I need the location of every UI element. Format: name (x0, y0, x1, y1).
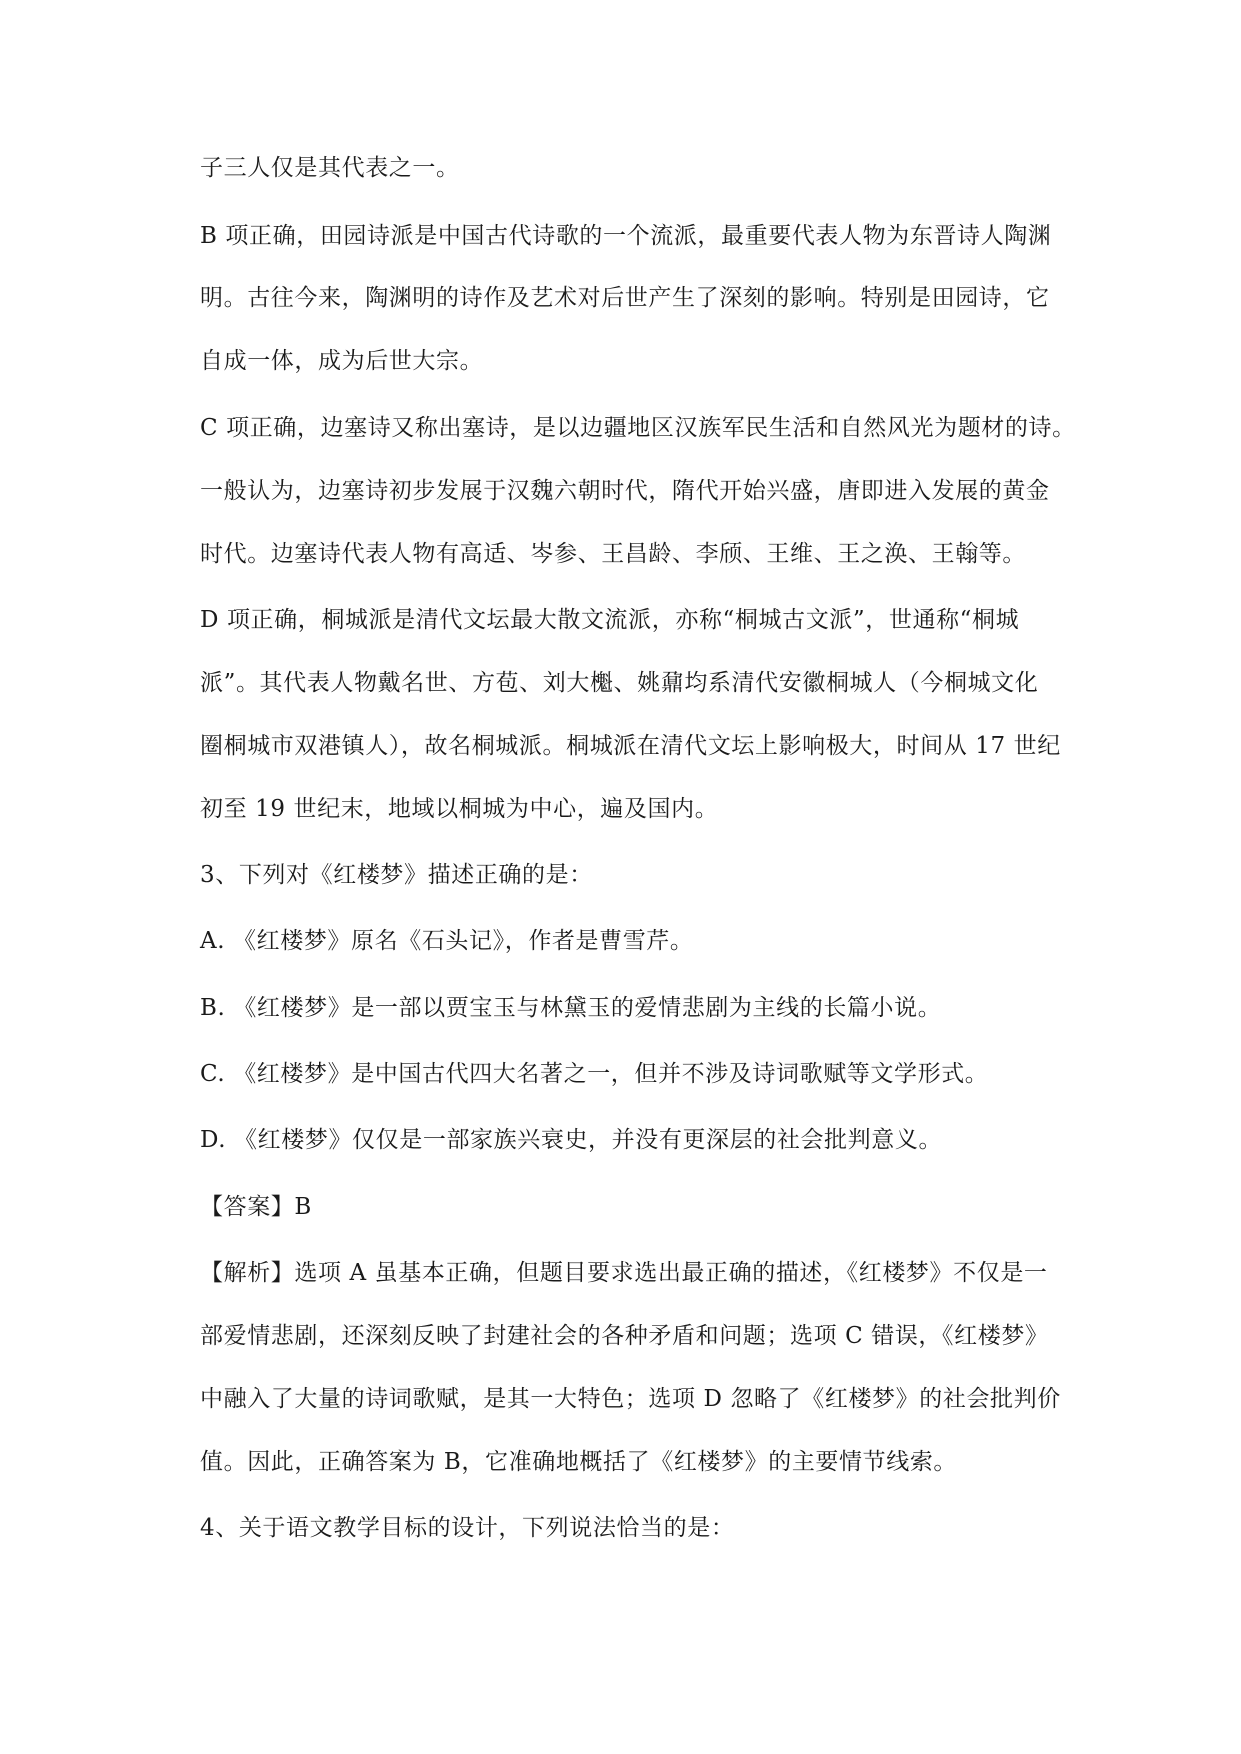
question-3-option-c: C. 《红楼梦》是中国古代四大名著之一，但并不涉及诗词歌赋等文学形式。 (200, 1061, 989, 1087)
text-line: B 项正确，田园诗派是中国古代诗歌的一个流派，最重要代表人物为东晋诗人陶渊 (200, 223, 1052, 249)
question-3-option-d: D. 《红楼梦》仅仅是一部家族兴衰史，并没有更深层的社会批判意义。 (200, 1127, 943, 1153)
text-line: 派”。其代表人物戴名世、方苞、刘大櫆、姚鼐均系清代安徽桐城人（今桐城文化 (200, 670, 1039, 696)
text-line: 明。古往今来，陶渊明的诗作及艺术对后世产生了深刻的影响。特别是田园诗，它 (200, 285, 1050, 311)
question-3-explanation: 【解析】选项 A 虽基本正确，但题目要求选出最正确的描述，《红楼梦》不仅是一 (200, 1260, 1048, 1286)
question-3-option-b: B. 《红楼梦》是一部以贾宝玉与林黛玉的爱情悲剧为主线的长篇小说。 (200, 995, 942, 1021)
text-line: 初至 19 世纪末，地域以桐城为中心，遍及国内。 (200, 796, 719, 822)
text-line: C 项正确，边塞诗又称出塞诗，是以边疆地区汉族军民生活和自然风光为题材的诗。 (200, 415, 1076, 441)
question-3-answer: 【答案】B (200, 1194, 312, 1220)
question-3-explanation: 中融入了大量的诗词歌赋，是其一大特色；选项 D 忽略了《红楼梦》的社会批判价 (200, 1386, 1061, 1412)
text-line: 子三人仅是其代表之一。 (200, 155, 460, 181)
question-3-stem: 3、下列对《红楼梦》描述正确的是： (200, 862, 593, 888)
question-3-explanation: 部爱情悲剧，还深刻反映了封建社会的各种矛盾和问题；选项 C 错误，《红楼梦》 (200, 1323, 1049, 1349)
text-line: 一般认为，边塞诗初步发展于汉魏六朝时代，隋代开始兴盛，唐即进入发展的黄金 (200, 478, 1050, 504)
text-line: D 项正确，桐城派是清代文坛最大散文流派，亦称“桐城古文派”，世通称“桐城 (200, 607, 1020, 633)
text-line: 时代。边塞诗代表人物有高适、岑参、王昌龄、李颀、王维、王之涣、王翰等。 (200, 541, 1026, 567)
question-3-option-a: A. 《红楼梦》原名《石头记》，作者是曹雪芹。 (200, 928, 694, 954)
text-line: 自成一体，成为后世大宗。 (200, 348, 484, 374)
question-4-stem: 4、关于语文教学目标的设计，下列说法恰当的是： (200, 1515, 735, 1541)
text-line: 圈桐城市双港镇人），故名桐城派。桐城派在清代文坛上影响极大，时间从 17 世纪 (200, 733, 1061, 759)
question-3-explanation: 值。因此，正确答案为 B，它准确地概括了《红楼梦》的主要情节线索。 (200, 1449, 958, 1475)
